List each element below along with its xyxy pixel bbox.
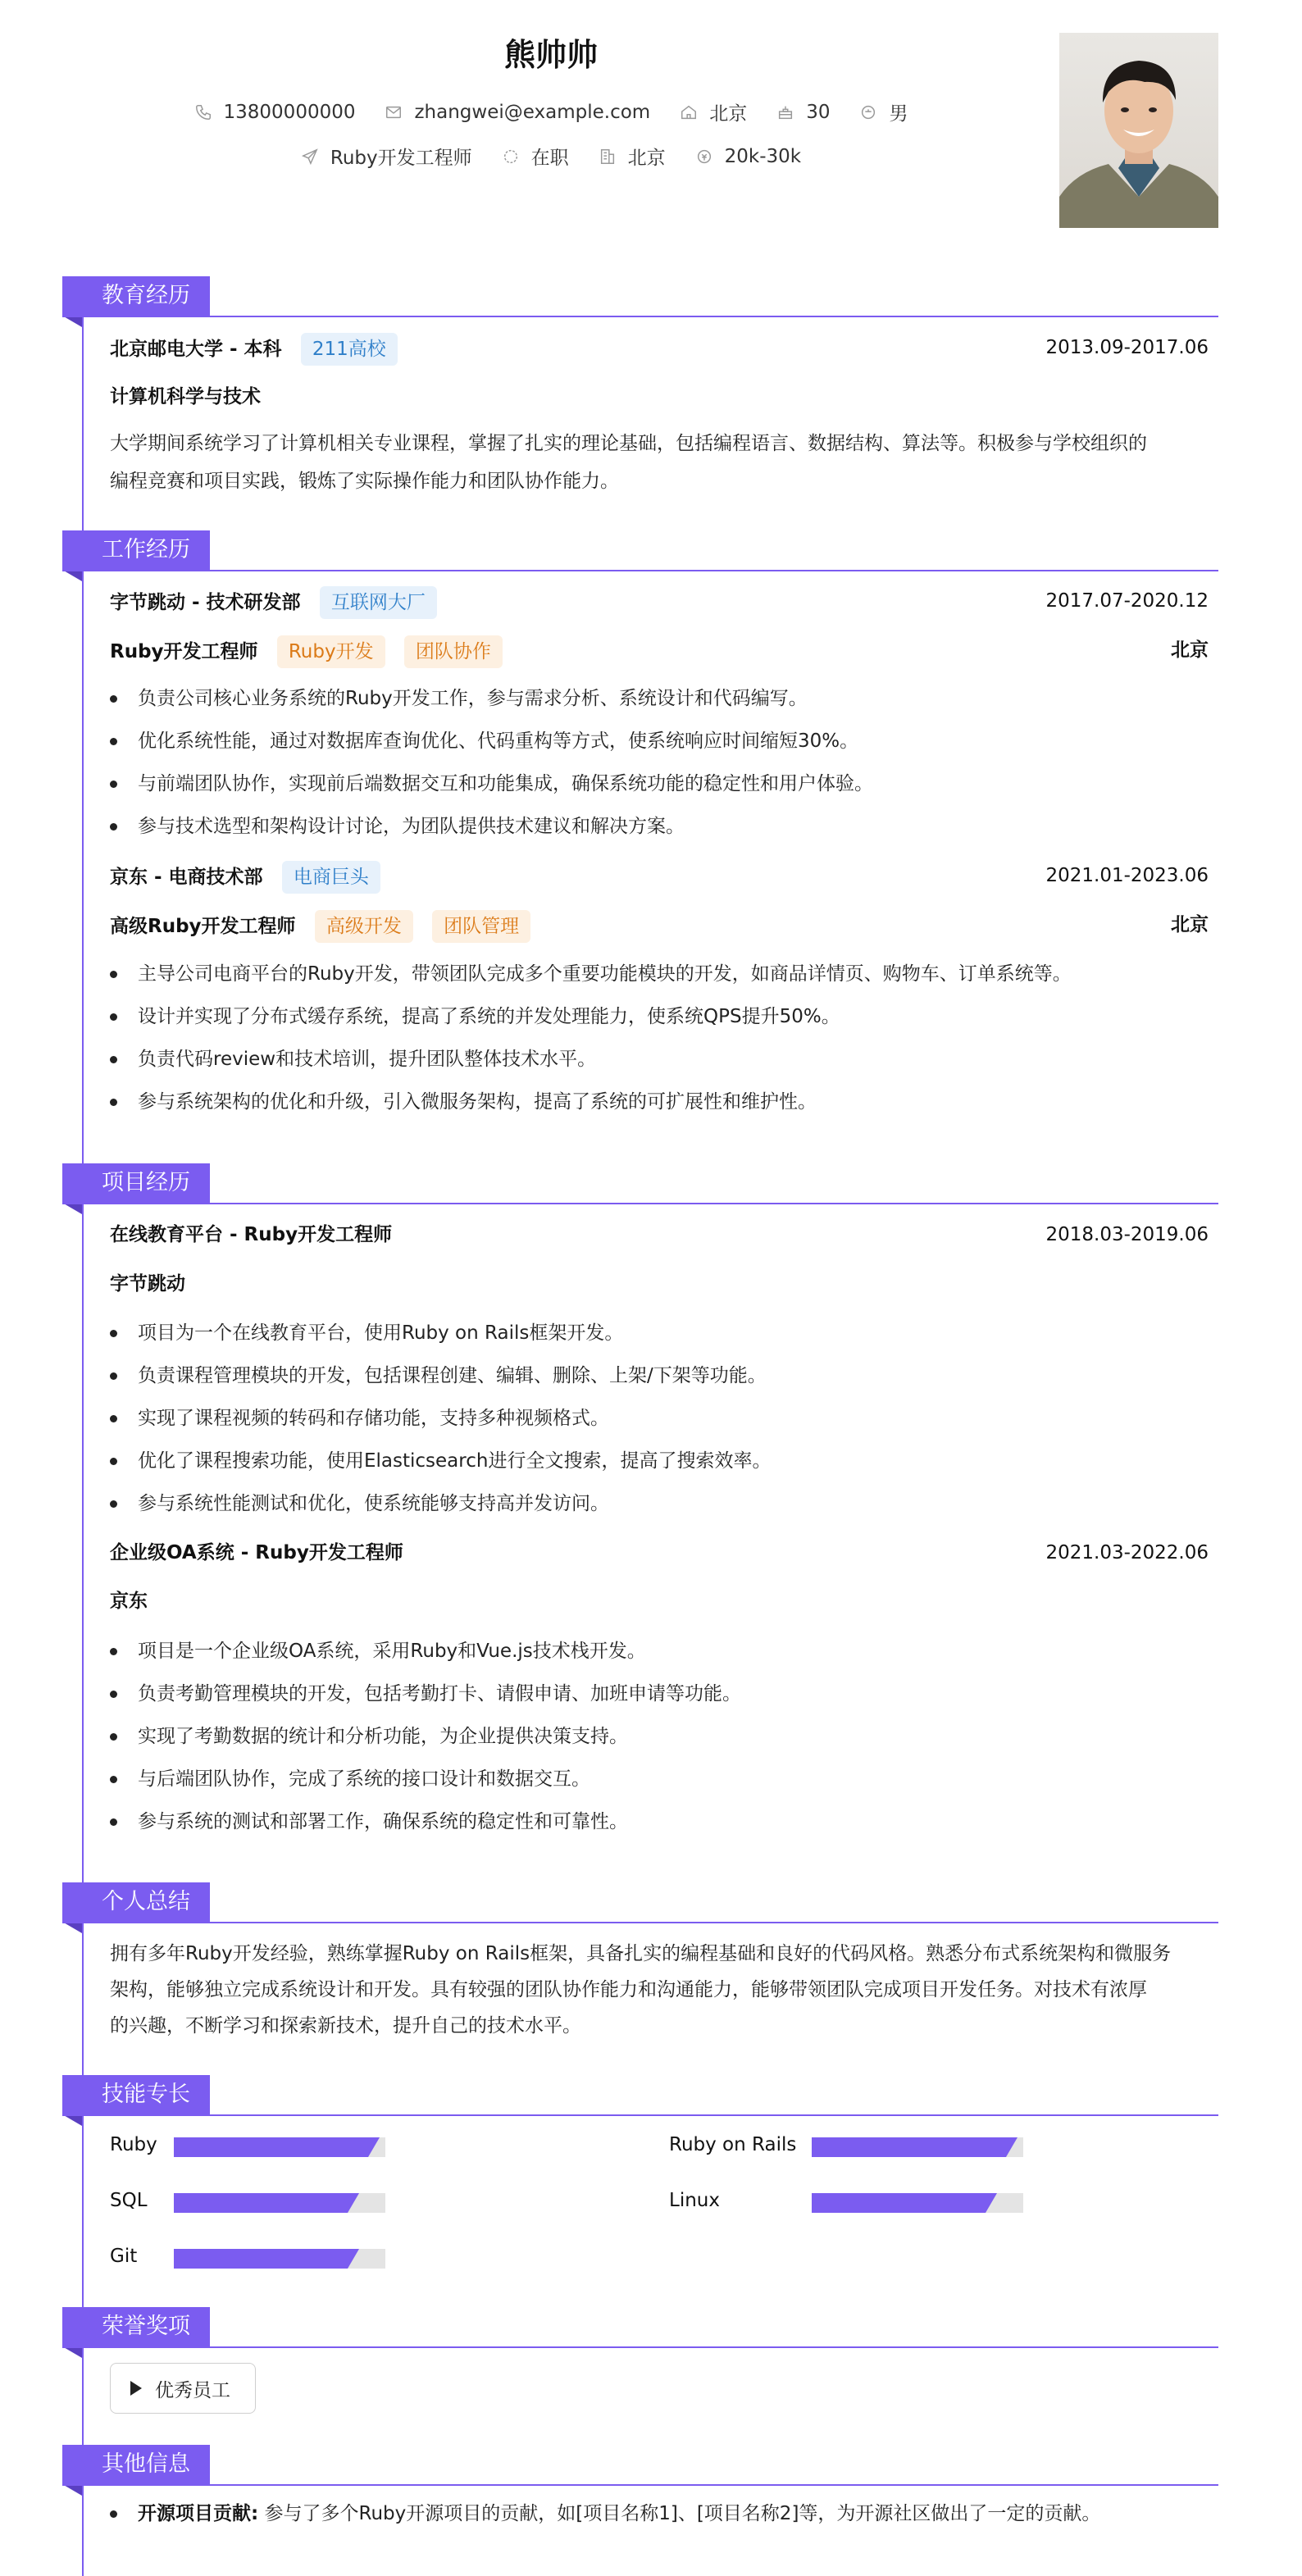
other-info-text: 参与了多个Ruby开源项目的贡献，如[项目名称1]、[项目名称2]等，为开源社区做出了一定的贡献。 xyxy=(264,2503,1101,2524)
list-item: 负责公司核心业务系统的Ruby开发工作，参与需求分析、系统设计和代码编写。 xyxy=(110,677,1209,720)
list-item: 项目是一个企业级OA系统，采用Ruby和Vue.js技术栈开发。 xyxy=(110,1630,1209,1673)
section-divider xyxy=(62,316,1218,317)
education-desc-line: 大学期间系统学习了计算机相关专业课程，掌握了扎实的理论基础，包括编程语言、数据结构、算法等。积极参与学校组织的 xyxy=(110,433,1147,454)
status-text: 在职 xyxy=(530,148,569,169)
education-header xyxy=(110,333,1209,362)
target-city-text: 北京 xyxy=(627,148,666,169)
gender-info xyxy=(859,98,908,125)
project-header xyxy=(110,1538,1209,1568)
award-name: 优秀员工 xyxy=(155,2379,230,2401)
section-divider xyxy=(62,2346,1218,2348)
role-tag: 高级开发 xyxy=(315,910,413,943)
project-company: 字节跳动 xyxy=(110,1273,185,1295)
list-item: 主导公司电商平台的Ruby开发，带领团队完成多个重要功能模块的开发，如商品详情页、购物车、订单系统等。 xyxy=(110,953,1209,995)
work-location: 北京 xyxy=(1171,639,1209,661)
home-icon xyxy=(680,103,698,121)
work-period: 2017.07-2020.12 xyxy=(1045,590,1209,612)
phone-icon xyxy=(194,103,212,121)
project-title: 企业级OA系统 - Ruby开发工程师 xyxy=(110,1542,403,1563)
skill-level-fill xyxy=(812,2193,986,2213)
work-period: 2021.01-2023.06 xyxy=(1045,865,1209,886)
email-info xyxy=(385,102,650,123)
profile-photo xyxy=(1059,33,1218,228)
skill-name: Git xyxy=(110,2246,138,2267)
role-tag: 团队管理 xyxy=(432,910,530,943)
section-title-skills: 技能专长 xyxy=(62,2075,210,2114)
skill-name: Linux xyxy=(669,2190,720,2211)
job-intent-row xyxy=(0,143,1102,170)
salary-info xyxy=(695,146,801,167)
contact-info-row xyxy=(0,98,1102,125)
education-major: 计算机科学与技术 xyxy=(110,386,261,407)
award-item[interactable] xyxy=(110,2363,256,2414)
role-title: Ruby开发工程师 xyxy=(110,641,258,662)
work-company-header xyxy=(110,861,1209,890)
send-icon xyxy=(301,148,319,166)
cake-icon xyxy=(776,103,794,121)
age-info xyxy=(776,102,830,123)
project-bullets xyxy=(110,1312,1209,1525)
skill-name: Ruby on Rails xyxy=(669,2134,797,2155)
school-tag: 211高校 xyxy=(301,333,398,366)
list-item: 参与系统性能测试和优化，使系统能够支持高并发访问。 xyxy=(110,1482,1209,1525)
skill-level-bar xyxy=(812,2193,1023,2213)
list-item: 实现了考勤数据的统计和分析功能，为企业提供决策支持。 xyxy=(110,1715,1209,1758)
work-role-header xyxy=(110,635,1209,665)
email-text: zhangwei@example.com xyxy=(414,101,651,123)
section-divider xyxy=(62,1922,1218,1923)
section-divider xyxy=(62,1203,1218,1204)
list-item: 优化系统性能，通过对数据库查询优化、代码重构等方式，使系统响应时间缩短30%。 xyxy=(110,720,1209,762)
money-icon xyxy=(695,148,713,166)
list-item: 与后端团队协作，完成了系统的接口设计和数据交互。 xyxy=(110,1758,1209,1800)
section-title-other: 其他信息 xyxy=(62,2445,210,2484)
summary-line: 的兴趣，不断学习和探索新技术，提升自己的技术水平。 xyxy=(110,2015,581,2037)
phone-info xyxy=(194,102,356,123)
play-icon xyxy=(130,2381,142,2396)
list-item: 负责代码review和技术培训，提升团队整体技术水平。 xyxy=(110,1038,1209,1081)
list-item: 优化了课程搜索功能，使用Elasticsearch进行全文搜索，提高了搜索效率。 xyxy=(110,1440,1209,1482)
project-title: 在线教育平台 - Ruby开发工程师 xyxy=(110,1224,393,1245)
section-title-work: 工作经历 xyxy=(62,530,210,570)
work-bullets xyxy=(110,953,1209,1123)
skill-level-bar xyxy=(174,2249,385,2269)
resume-header xyxy=(0,0,1302,246)
gender-text: 男 xyxy=(889,103,908,125)
timeline-line xyxy=(82,289,84,2576)
list-item: 设计并实现了分布式缓存系统，提高了系统的并发处理能力，使系统QPS提升50%。 xyxy=(110,995,1209,1038)
skill-level-bar xyxy=(174,2137,385,2157)
salary-text: 20k-30k xyxy=(724,145,802,167)
list-item: 负责课程管理模块的开发，包括课程创建、编辑、删除、上架/下架等功能。 xyxy=(110,1354,1209,1397)
list-item: 参与系统架构的优化和升级，引入微服务架构，提高了系统的可扩展性和维护性。 xyxy=(110,1081,1209,1123)
phone-text: 13800000000 xyxy=(223,101,356,123)
skill-level-fill xyxy=(174,2137,368,2157)
building-icon xyxy=(599,148,617,166)
list-item: 参与技术选型和架构设计讨论，为团队提供技术建议和解决方案。 xyxy=(110,805,1209,848)
skill-level-bar xyxy=(174,2193,385,2213)
other-info-label: 开源项目贡献: xyxy=(138,2503,259,2524)
company-tag: 电商巨头 xyxy=(282,861,380,894)
company-name: 京东 - 电商技术部 xyxy=(110,867,263,888)
work-bullets xyxy=(110,677,1209,848)
work-location: 北京 xyxy=(1171,914,1209,935)
gender-icon xyxy=(859,103,877,121)
summary-line: 架构，能够独立完成系统设计和开发。具有较强的团队协作能力和沟通能力，能够带领团队完成项目开发任务。对技术有浓厚 xyxy=(110,1979,1147,2000)
section-divider xyxy=(62,570,1218,571)
target-role-text: Ruby开发工程师 xyxy=(330,148,472,169)
role-tag: 团队协作 xyxy=(404,635,503,668)
project-period: 2018.03-2019.06 xyxy=(1045,1224,1209,1245)
mail-icon xyxy=(385,103,403,121)
section-title-project: 项目经历 xyxy=(62,1163,210,1203)
candidate-name: 熊帅帅 xyxy=(503,37,598,73)
skill-name: Ruby xyxy=(110,2134,157,2155)
project-period: 2021.03-2022.06 xyxy=(1045,1542,1209,1563)
role-tag: Ruby开发 xyxy=(277,635,385,668)
project-company: 京东 xyxy=(110,1591,148,1612)
target-role-info xyxy=(301,143,472,170)
section-title-summary: 个人总结 xyxy=(62,1882,210,1922)
list-item: 项目为一个在线教育平台，使用Ruby on Rails框架开发。 xyxy=(110,1312,1209,1354)
work-company-header xyxy=(110,586,1209,616)
project-header xyxy=(110,1220,1209,1249)
education-description xyxy=(110,425,1209,500)
city-info xyxy=(680,98,747,125)
section-divider xyxy=(62,2484,1218,2486)
education-period: 2013.09-2017.06 xyxy=(1045,337,1209,358)
summary-line: 拥有多年Ruby开发经验，熟练掌握Ruby on Rails框架，具备扎实的编程基础和良好的代码风格。熟悉分布式系统架构和微服务 xyxy=(110,1943,1172,1964)
target-city-info xyxy=(599,143,666,170)
company-name: 字节跳动 - 技术研发部 xyxy=(110,592,301,613)
status-info xyxy=(502,143,569,170)
status-icon xyxy=(502,148,520,166)
work-role-header xyxy=(110,910,1209,940)
role-title: 高级Ruby开发工程师 xyxy=(110,916,296,937)
skill-level-bar xyxy=(812,2137,1023,2157)
age-text: 30 xyxy=(806,101,831,123)
list-item xyxy=(110,2492,1209,2535)
list-item: 参与系统的测试和部署工作，确保系统的稳定性和可靠性。 xyxy=(110,1800,1209,1843)
city-text: 北京 xyxy=(709,103,748,125)
skill-level-fill xyxy=(174,2249,348,2269)
other-info-list xyxy=(110,2492,1209,2535)
list-item: 负责考勤管理模块的开发，包括考勤打卡、请假申请、加班申请等功能。 xyxy=(110,1673,1209,1715)
skill-name: SQL xyxy=(110,2190,148,2211)
section-title-awards: 荣誉奖项 xyxy=(62,2307,210,2346)
section-divider xyxy=(62,2114,1218,2116)
section-title-education: 教育经历 xyxy=(62,276,210,316)
project-bullets xyxy=(110,1630,1209,1843)
list-item: 实现了课程视频的转码和存储功能，支持多种视频格式。 xyxy=(110,1397,1209,1440)
company-tag: 互联网大厂 xyxy=(320,586,437,619)
list-item: 与前端团队协作，实现前后端数据交互和功能集成，确保系统功能的稳定性和用户体验。 xyxy=(110,762,1209,805)
skill-level-fill xyxy=(174,2193,348,2213)
summary-text xyxy=(110,1936,1209,2044)
skill-level-fill xyxy=(812,2137,1006,2157)
education-desc-line: 编程竞赛和项目实践，锻炼了实际操作能力和团队协作能力。 xyxy=(110,471,619,492)
school-name: 北京邮电大学 - 本科 xyxy=(110,339,282,360)
